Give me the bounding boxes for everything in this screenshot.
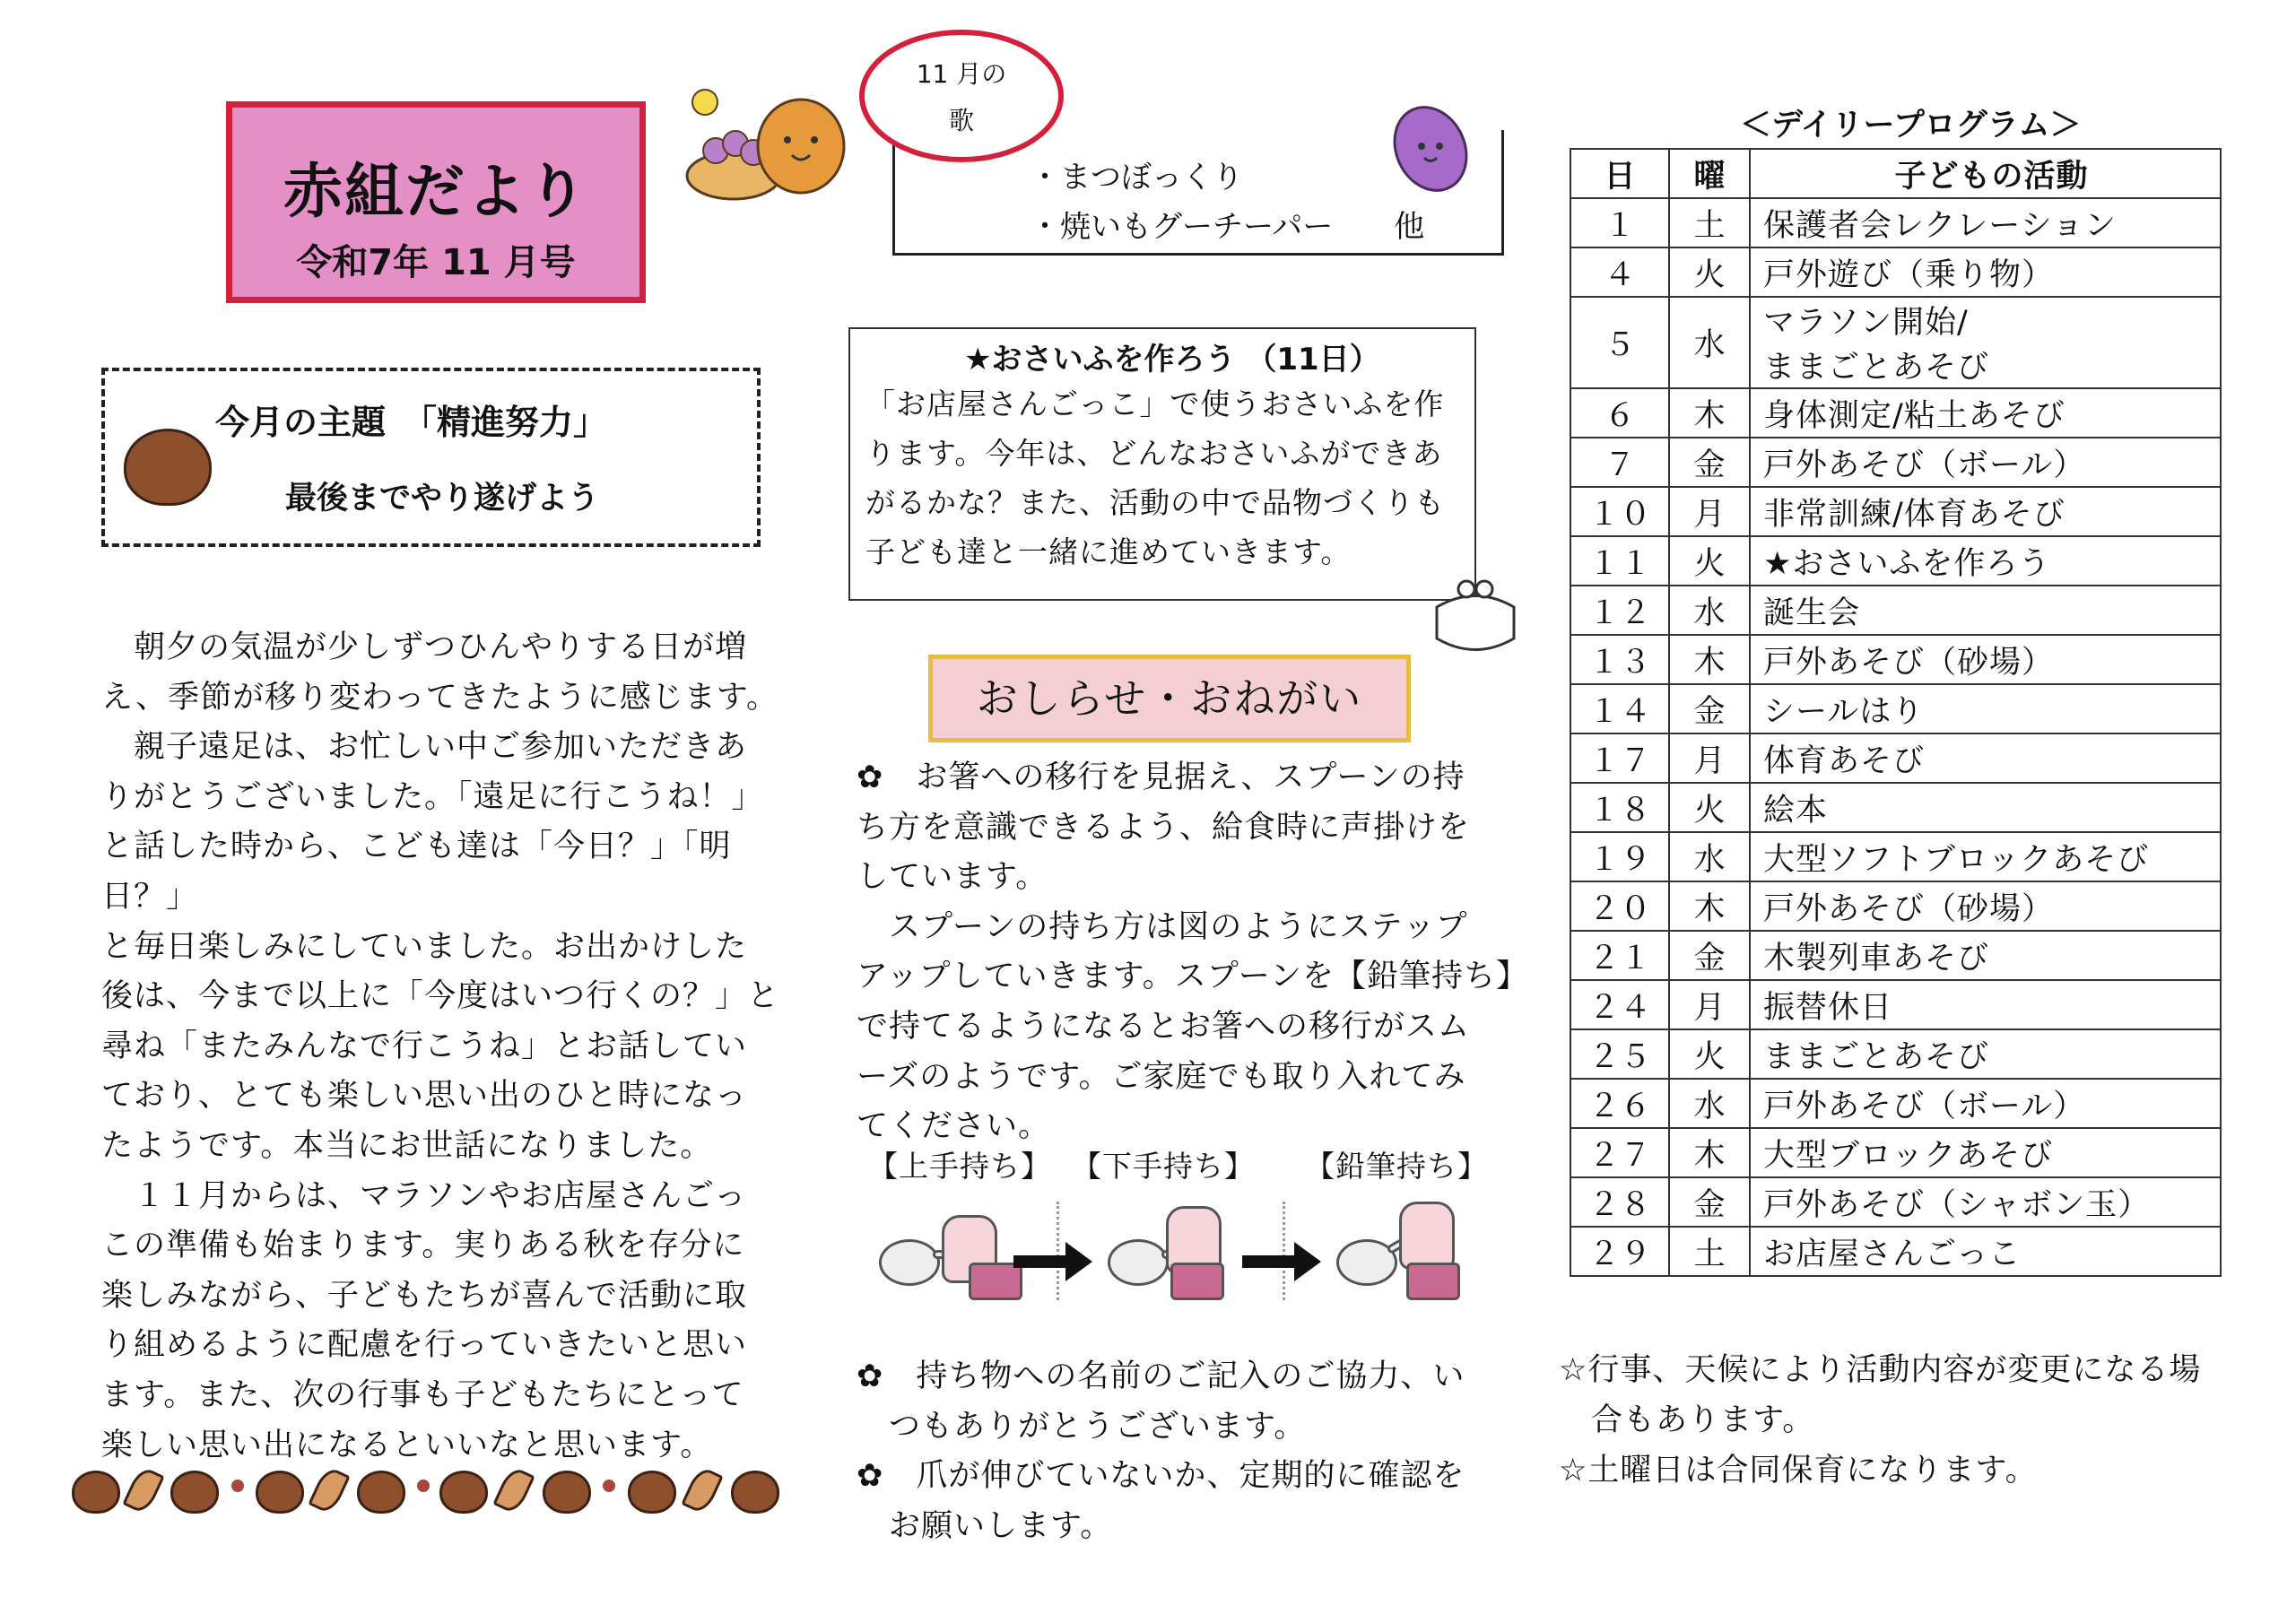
column-header-activity: 子どもの活動: [1750, 149, 2221, 198]
cell-day: １９: [1570, 832, 1669, 881]
cell-day: ２６: [1570, 1079, 1669, 1128]
cell-weekday: 水: [1669, 1079, 1750, 1128]
notice-body: [857, 753, 1529, 1152]
cell-weekday: 月: [1669, 487, 1750, 536]
osaifu-line: ります。今年は、どんなおさいふができあ: [865, 436, 1443, 471]
theme-title: 今月の主題 「精進努力」: [215, 403, 608, 442]
cell-day: ４: [1570, 247, 1669, 297]
cell-day: １４: [1570, 684, 1669, 733]
cell-day: １８: [1570, 783, 1669, 832]
cell-day: ２７: [1570, 1128, 1669, 1177]
table-row: [1570, 438, 2221, 487]
cell-day: １３: [1570, 635, 1669, 684]
table-row: [1570, 1177, 2221, 1227]
cell-weekday: 金: [1669, 931, 1750, 980]
song-label-circle: [859, 30, 1064, 162]
message-line: 親子遠足は、お忙しい中ご参加いただきあ: [101, 729, 748, 766]
cell-day: ２１: [1570, 931, 1669, 980]
leaf-icon: [681, 1465, 723, 1515]
table-row: [1570, 198, 2221, 247]
column-header-weekday: 曜: [1669, 149, 1750, 198]
table-row: [1570, 247, 2221, 297]
cell-day: ６: [1570, 388, 1669, 438]
cell-activity: お店屋さんごっこ: [1750, 1227, 2221, 1276]
cell-activity: 非常訓練/体育あそび: [1750, 487, 2221, 536]
berry-icon: [417, 1480, 430, 1492]
cell-weekday: 水: [1669, 297, 1750, 388]
notice-line: ✿ 爪が伸びていないか、定期的に確認を: [857, 1458, 1465, 1495]
cell-weekday: 木: [1669, 1128, 1750, 1177]
table-row: [1570, 783, 2221, 832]
song-label-line2: 歌: [948, 106, 974, 135]
notice-line: で持てるようになるとお箸への移行がスム: [857, 1008, 1471, 1045]
table-row: [1570, 388, 2221, 438]
cell-activity: 保護者会レクレーション: [1750, 198, 2221, 247]
program-notes: [1559, 1345, 2285, 1496]
table-row: [1570, 586, 2221, 635]
table-row: [1570, 1029, 2221, 1079]
newsletter-title: 赤組だより: [283, 157, 588, 226]
cell-weekday: 金: [1669, 1177, 1750, 1227]
table-row: [1570, 980, 2221, 1029]
daily-program-table: [1570, 148, 2222, 1277]
cell-day: １１: [1570, 536, 1669, 586]
message-line: 楽しみながら、子どもたちが喜んで活動に取: [101, 1277, 748, 1314]
chestnut-icon: [170, 1471, 219, 1514]
message-line: 後は、今まで以上に「今度はいつ行くの？」と: [101, 978, 780, 1015]
cell-activity: 戸外遊び（乗り物）: [1750, 247, 2221, 297]
cell-weekday: 水: [1669, 586, 1750, 635]
note-line: 合もあります。: [1559, 1402, 1815, 1438]
cell-weekday: 木: [1669, 635, 1750, 684]
notice-line: つもありがとうございます。: [857, 1408, 1307, 1445]
message-line: り組めるように配慮を行っていきたいと思い: [101, 1327, 748, 1364]
table-row: [1570, 536, 2221, 586]
arrow-right-icon: [1242, 1255, 1296, 1268]
daily-program-title: ＜デイリープログラム＞: [1740, 108, 2082, 143]
cell-weekday: 月: [1669, 980, 1750, 1029]
monthly-message: [101, 623, 783, 1471]
notice-line: スプーンの持ち方は図のようにステップ: [857, 908, 1468, 945]
notice-line: てください。: [857, 1108, 1051, 1145]
cell-weekday: 月: [1669, 733, 1750, 783]
sweet-potato-icon: [1381, 97, 1480, 195]
cell-weekday: 火: [1669, 1029, 1750, 1079]
message-line: 朝夕の気温が少しずつひんやりする日が増: [101, 629, 748, 665]
notice-line: お願いします。: [857, 1507, 1113, 1544]
osaifu-line: 子ども達と一緒に進めていきます。: [865, 534, 1352, 569]
message-line: 尋ね「またみんなで行こうね」とお話してい: [101, 1028, 748, 1064]
coin-purse-icon: [1426, 567, 1525, 665]
chestnut-icon: [543, 1471, 591, 1514]
notice-line: ✿ 持ち物への名前のご記入のご協力、い: [857, 1358, 1465, 1394]
table-header-row: [1570, 149, 2221, 198]
spoon-grip-illustration: [870, 1193, 1498, 1309]
note-line: ☆土曜日は合同保育になります。: [1559, 1453, 2038, 1488]
table-row: [1570, 684, 2221, 733]
cell-day: １７: [1570, 733, 1669, 783]
table-row: [1570, 297, 2221, 388]
table-row: [1570, 1079, 2221, 1128]
song-item: ・まつぼっくり: [1030, 160, 1243, 195]
osaifu-line: 「お店屋さんごっこ」で使うおさいふを作: [865, 386, 1445, 421]
cell-day: ２８: [1570, 1177, 1669, 1227]
cell-weekday: 水: [1669, 832, 1750, 881]
cell-activity: 身体測定/粘土あそび: [1750, 388, 2221, 438]
chestnut-icon: [124, 429, 212, 506]
table-row: [1570, 931, 2221, 980]
cell-weekday: 土: [1669, 198, 1750, 247]
cell-activity: 誕生会: [1750, 586, 2221, 635]
notice-line: ーズのようです。ご家庭でも取り入れてみ: [857, 1058, 1466, 1095]
table-row: [1570, 1128, 2221, 1177]
osaifu-title: ★おさいふを作ろう （11日）: [964, 342, 1380, 378]
cell-day: ２０: [1570, 881, 1669, 931]
cell-activity: 戸外あそび（シャボン玉）: [1750, 1177, 2221, 1227]
message-line: １１月からは、マラソンやお店屋さんごっ: [101, 1177, 747, 1214]
cell-weekday: 木: [1669, 388, 1750, 438]
cell-day: ２９: [1570, 1227, 1669, 1276]
grip-label-underhand: 【下手持ち】: [1072, 1149, 1255, 1184]
song-item: ・焼いもグーチーパー 他: [1030, 209, 1425, 245]
cell-weekday: 金: [1669, 684, 1750, 733]
note-line: ☆行事、天候により活動内容が変更になる場: [1559, 1352, 2202, 1388]
cell-weekday: 土: [1669, 1227, 1750, 1276]
table-body: [1570, 198, 2221, 1276]
cell-day: ２５: [1570, 1029, 1669, 1079]
berry-icon: [231, 1480, 244, 1492]
table-row: [1570, 1227, 2221, 1276]
message-line: たようです。本当にお世話になりました。: [101, 1127, 713, 1164]
cell-day: ７: [1570, 438, 1669, 487]
cell-activity: 戸外あそび（砂場）: [1750, 635, 2221, 684]
cell-activity: マラソン開始/ ままごとあそび: [1750, 297, 2221, 388]
cell-activity: ★おさいふを作ろう: [1750, 536, 2221, 586]
cell-weekday: 木: [1669, 881, 1750, 931]
leaf-icon: [492, 1465, 535, 1515]
column-header-day: 日: [1570, 149, 1669, 198]
notice-body-2: [857, 1352, 1516, 1551]
cell-activity: 振替休日: [1750, 980, 2221, 1029]
cell-activity: 木製列車あそび: [1750, 931, 2221, 980]
table-row: [1570, 487, 2221, 536]
grip-label-pencil: 【鉛筆持ち】: [1305, 1149, 1488, 1184]
notice-line: しています。: [857, 859, 1048, 896]
cell-activity: 戸外あそび（砂場）: [1750, 881, 2221, 931]
newsletter-title-box: [226, 101, 646, 303]
message-line: ます。また、次の行事も子どもたちにとって: [101, 1376, 744, 1413]
leaf-icon: [308, 1465, 350, 1515]
issue-date: 令和7年 11 月号: [296, 242, 576, 283]
cell-day: １０: [1570, 487, 1669, 536]
theme-subtitle: 最後までやり遂げよう: [285, 481, 600, 516]
cell-activity: 大型ソフトブロックあそび: [1750, 832, 2221, 881]
message-line: ており、とても楽しい思い出のひと時になっ: [101, 1078, 748, 1115]
message-line: この準備も始まります。実りある秋を存分に: [101, 1228, 745, 1264]
chestnut-icon: [357, 1471, 405, 1514]
chestnut-icon: [731, 1471, 779, 1514]
cell-activity: 大型ブロックあそび: [1750, 1128, 2221, 1177]
message-line: え、季節が移り変わってきたように感じます。: [101, 679, 778, 716]
cell-day: ５: [1570, 297, 1669, 388]
chestnut-icon: [72, 1471, 120, 1514]
cell-activity: シールはり: [1750, 684, 2221, 733]
message-line: りがとうございました。「遠足に行こうね！」: [101, 778, 764, 815]
grip-label-overhand: 【上手持ち】: [868, 1149, 1051, 1184]
cell-activity: 絵本: [1750, 783, 2221, 832]
cell-weekday: 火: [1669, 247, 1750, 297]
chestnut-icon: [628, 1471, 676, 1514]
notice-header: おしらせ・おねがい: [928, 655, 1411, 742]
cell-activity: 体育あそび: [1750, 733, 2221, 783]
cell-weekday: 金: [1669, 438, 1750, 487]
message-line: 楽しい思い出になるといいなと思います。: [101, 1427, 713, 1463]
cell-weekday: 火: [1669, 536, 1750, 586]
osaifu-line: がるかな？また、活動の中で品物づくりも: [865, 485, 1445, 520]
table-row: [1570, 733, 2221, 783]
song-label-line1: 11 月の: [916, 59, 1007, 89]
cell-weekday: 火: [1669, 783, 1750, 832]
cell-activity: ままごとあそび: [1750, 1029, 2221, 1079]
cell-day: ２４: [1570, 980, 1669, 1029]
osaifu-body: [865, 379, 1466, 577]
cell-day: １２: [1570, 586, 1669, 635]
message-line: と話した時から、こども達は「今日？」「明日？」: [101, 829, 732, 915]
notice-line: ち方を意識できるよう、給食時に声掛けを: [857, 809, 1471, 846]
table-row: [1570, 635, 2221, 684]
notice-line: アップしていきます。スプーンを【鉛筆持ち】: [857, 959, 1529, 995]
squirrel-icon: [680, 79, 859, 213]
table-row: [1570, 832, 2221, 881]
leaf-icon: [122, 1465, 164, 1515]
notice-line: ✿ お箸への移行を見据え、スプーンの持: [857, 759, 1465, 795]
autumn-border-decoration: [72, 1462, 807, 1524]
chestnut-icon: [439, 1471, 488, 1514]
cell-activity: 戸外あそび（ボール）: [1750, 438, 2221, 487]
message-line: と毎日楽しみにしていました。お出かけした: [101, 928, 748, 965]
cell-activity: 戸外あそび（ボール）: [1750, 1079, 2221, 1128]
chestnut-icon: [256, 1471, 304, 1514]
berry-icon: [603, 1480, 615, 1492]
arrow-right-icon: [1013, 1255, 1067, 1268]
table-row: [1570, 881, 2221, 931]
cell-day: １: [1570, 198, 1669, 247]
